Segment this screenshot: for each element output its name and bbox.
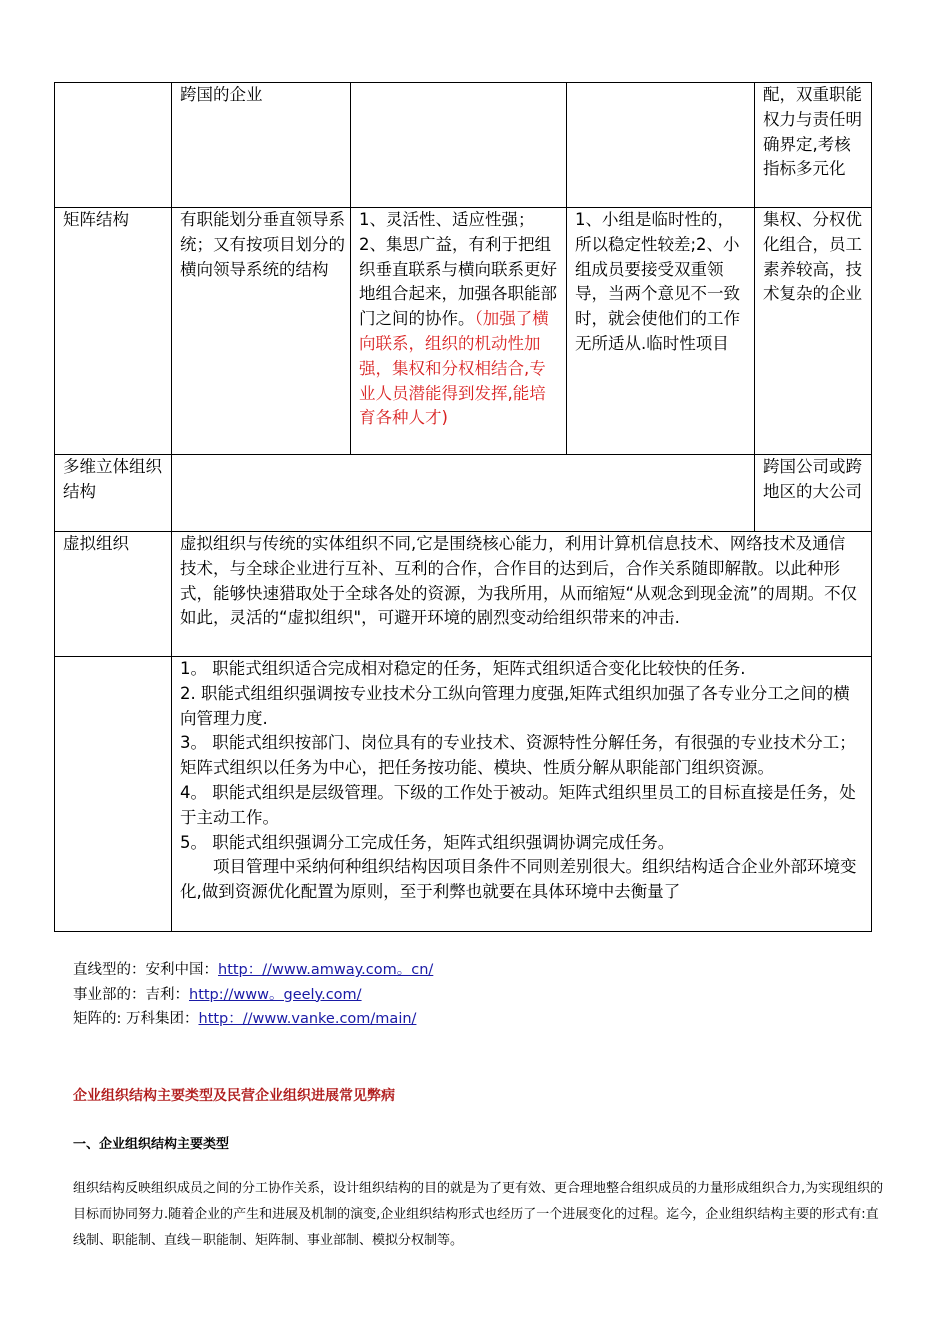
table-row <box>55 532 872 657</box>
section-title: 一、企业组织结构主要类型 <box>73 1137 230 1152</box>
article-title: 企业组织结构主要类型及民营企业组织进展常见弊病 <box>73 1088 395 1104</box>
link-line <box>73 1007 433 1032</box>
comparison-summary: 项目管理中采纳何种组织结构因项目条件不同则差别很大。组织结构适合企业外部环境变化,做到资源优化配置为原则，至于利弊也就要在具体环境中去衡量了 <box>180 857 857 902</box>
vanke-link[interactable]: http：//www.vanke.com/main/ <box>198 1011 417 1027</box>
structure-name: 多维立体组织结构 <box>55 455 172 532</box>
table-cell <box>55 657 172 932</box>
structure-advantages <box>351 208 567 455</box>
table-row <box>55 657 872 932</box>
link-label: 事业部的：吉利： <box>73 986 189 1003</box>
table-cell: 配，双重职能权力与责任明确界定,考核指标多元化 <box>755 83 872 208</box>
structure-name: 矩阵结构 <box>55 208 172 455</box>
structure-applicable: 跨国公司或跨地区的大公司 <box>755 455 872 532</box>
org-structure-table <box>54 82 872 932</box>
table-row <box>55 208 872 455</box>
table-cell <box>567 83 755 208</box>
geely-link[interactable]: http://www。geely.com/ <box>189 986 362 1003</box>
comparison-cell <box>172 657 872 932</box>
link-label: 直线型的：安利中国： <box>73 962 218 978</box>
comparison-item: 3。 职能式组织按部门、岗位具有的专业技术、资源特性分解任务，有很强的专业技术分工；矩阵式组织以任务为中心，把任务按功能、模块、性质分解从职能部门组织资源。 <box>180 733 856 778</box>
structure-applicable: 集权、分权优化组合，员工素养较高，技术复杂的企业 <box>755 208 872 455</box>
table-cell: 跨国的企业 <box>172 83 351 208</box>
table-cell <box>351 83 567 208</box>
amway-link[interactable]: http：//www.amway.com。cn/ <box>218 962 434 978</box>
link-line <box>73 958 433 983</box>
table-row <box>55 83 872 208</box>
table-cell <box>172 455 755 532</box>
example-links <box>73 958 433 1032</box>
advantages-text: 1、灵活性、适应性强；2、集思广益，有利于把组织垂直联系与横向联系更好地组合起来，加强各职能部门之间的协作。 <box>359 210 557 329</box>
comparison-item: 4。 职能式组织是层级管理。下级的工作处于被动。矩阵式组织里员工的目标直接是任务，处于主动工作。 <box>180 782 856 827</box>
link-label: 矩阵的: 万科集团： <box>73 1011 199 1027</box>
virtual-description: 虚拟组织与传统的实体组织不同,它是围绕核心能力，利用计算机信息技术、网络技术及通信技术，与全球企业进行互补、互利的合作，合作目的达到后，合作关系随即解散。以此种形式，能够快速猎取处于全球各处的资源，为我所用，从而缩短“从观念到现金流”的周期。不仅如此，灵活的“虚拟组织"，可避开环境的剧烈变动给组织带来的冲击. <box>172 532 872 657</box>
link-line <box>73 983 433 1008</box>
table-row <box>55 455 872 532</box>
structure-name: 虚拟组织 <box>55 532 172 657</box>
advantages-highlight: （加强了横向联系，组织的机动性加强，集权和分权相结合,专业人员潜能得到发挥,能培育各种人才) <box>359 309 549 428</box>
structure-definition: 有职能划分垂直领导系统；又有按项目划分的横向领导系统的结构 <box>172 208 351 455</box>
article-paragraph: 组织结构反映组织成员之间的分工协作关系，设计组织结构的目的就是为了更有效、更合理地整合组织成员的力量形成组织合力,为实现组织的目标而协同努力.随着企业的产生和进展及机制的演变,企业组织结构形式也经历了一个进展变化的过程。迄今，企业组织结构主要的形式有:直线制、职能制、直线－职能制、矩阵制、事业部制、模拟分权制等。 <box>73 1181 884 1248</box>
structure-disadvantages: 1、小组是临时性的，所以稳定性较差;2、小组成员要接受双重领导，当两个意见不一致时，就会使他们的工作无所适从.临时性项目 <box>567 208 755 455</box>
table-cell <box>55 83 172 208</box>
comparison-item: 5。 职能式组织强调分工完成任务，矩阵式组织强调协调完成任务。 <box>180 832 675 852</box>
comparison-item: 1。 职能式组织适合完成相对稳定的任务，矩阵式组织适合变化比较快的任务. <box>180 659 746 678</box>
comparison-item: 2. 职能式组组织强调按专业技术分工纵向管理力度强,矩阵式组织加强了各专业分工之间的横向管理力度. <box>180 683 850 728</box>
